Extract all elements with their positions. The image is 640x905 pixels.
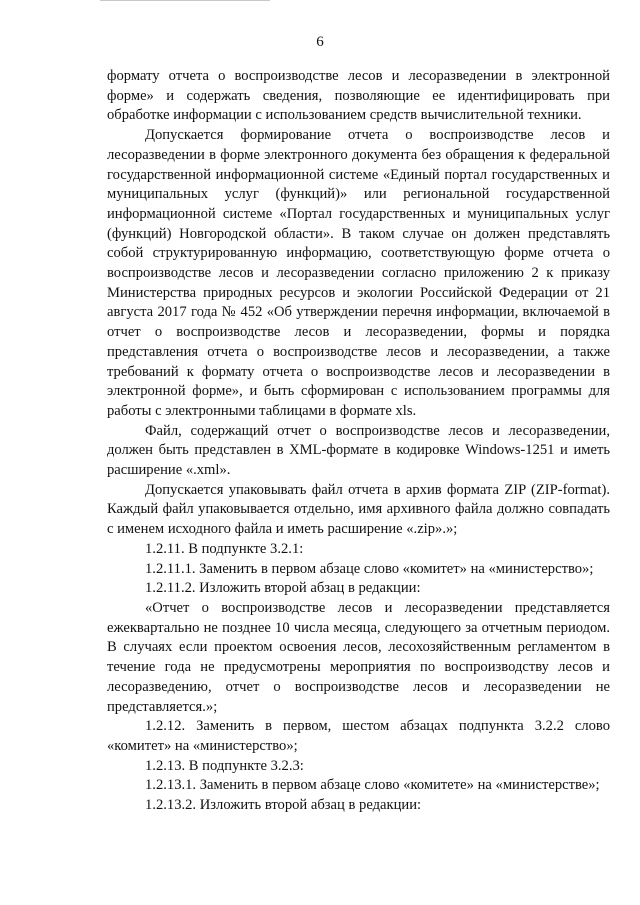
item-1-2-13-1: 1.2.13.1. Заменить в первом абзаце слово «комитете» на «министерстве»; bbox=[145, 777, 600, 794]
paragraph-continuation: формату отчета о воспроизводстве лесов и лесоразведении в электронной форме» и содержать сведения, позволяющие ее идентифицировать при обработке информации с использованием средств вычислительной техники. bbox=[107, 68, 610, 124]
paragraph-zip-archive: Допускается упаковывать файл отчета в архив формата ZIP (ZIP-format). Каждый файл упаковывается отдельно, имя архивного файла должно совпадать с именем исходного файла и иметь расширение «.zip».»; bbox=[107, 481, 610, 538]
item-1-2-12: 1.2.12. Заменить в первом, шестом абзацах подпункта 3.2.2 слово «комитет» на «министерство»; bbox=[107, 718, 610, 754]
item-1-2-11-2: 1.2.11.2. Изложить второй абзац в редакции: bbox=[145, 580, 421, 597]
paragraph-xml-file: Файл, содержащий отчет о воспроизводстве лесов и лесоразведении, должен быть представлен в XML-формате в кодировке Windows-1251 и иметь расширение «.xml». bbox=[107, 422, 610, 479]
item-1-2-13: 1.2.13. В подпункте 3.2.3: bbox=[145, 757, 304, 774]
item-1-2-13-2: 1.2.13.2. Изложить второй абзац в редакции: bbox=[145, 797, 422, 814]
paragraph-quoted-report-rule: «Отчет о воспроизводстве лесов и лесоразведении представляется ежеквартально не позднее 10 числа месяца, следующего за отчетным периодом. В случаях если проектом освоения лесов, лесохозяйственным регламентом в течение года не предусмотрены мероприятия по воспроизводству лесов и лесоразведению, отчет о воспроизводстве лесов и лесоразведении не представляется.»; bbox=[107, 599, 610, 715]
item-1-2-11-1: 1.2.11.1. Заменить в первом абзаце слово «комитет» на «министерство»; bbox=[145, 560, 594, 577]
scan-edge-line bbox=[100, 0, 270, 1]
paragraph-electronic-form: Допускается формирование отчета о воспроизводстве лесов и лесоразведении в форме электронного документа без обращения к федеральной государственной информационной системе «Единый портал государственных и муниципальных услуг (функций)» или региональной государственной информационной системе «Портал государственных и муниципальных услуг (функций) Новгородской области». В таком случае он должен представлять собой структурированную информацию, соответствующую форме отчета о воспроизводстве лесов и лесоразведении согласно приложению 2 к приказу Министерства природных ресурсов и экологии Российской Федерации от 21 августа 2017 года № 452 «Об утверждении перечня информации, включаемой в отчет о воспроизводстве лесов и лесоразведении, формы и порядка представления отчета о воспроизводстве лесов и лесоразведении, а также требований к формату отчета о воспроизводстве лесов и лесоразведении в электронной форме», и быть сформирован с использованием программы для работы с электронными таблицами в формате xls. bbox=[107, 127, 610, 419]
item-1-2-11: 1.2.11. В подпункте 3.2.1: bbox=[145, 540, 304, 557]
document-body bbox=[107, 67, 610, 816]
page-number: 6 bbox=[316, 34, 324, 50]
